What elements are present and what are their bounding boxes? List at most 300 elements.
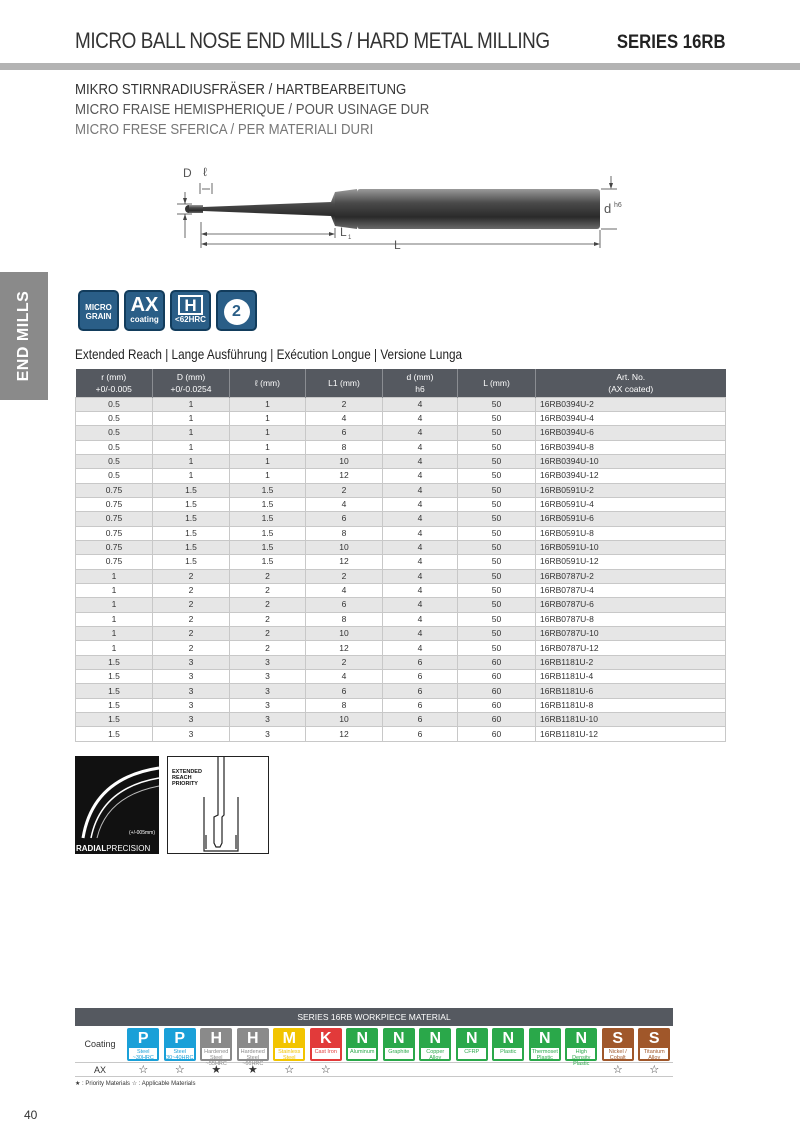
table-cell: 3 [230,727,306,741]
table-cell: 1.5 [153,483,230,497]
table-row [76,655,726,669]
table-cell: 2 [153,641,230,655]
table-cell: 6 [383,727,458,741]
material-description: CFRP [464,1049,480,1055]
table-cell: 6 [306,512,383,526]
table-cell: 4 [383,526,458,540]
table-cell: 10 [306,713,383,727]
table-cell: 4 [383,397,458,411]
material-description: Plastic [500,1049,517,1055]
table-row [76,540,726,554]
table-cell: 50 [458,454,536,468]
table-cell: 2 [306,397,383,411]
dim-L-label: L [394,238,401,252]
table-cell: 2 [230,612,306,626]
ax-rating-cell: ☆ [174,1064,185,1076]
column-header-label: D (mm) [176,371,206,382]
table-cell: 50 [458,583,536,597]
rating-legend: ★ : Priority Materials ☆ : Applicable Materials [75,1081,196,1087]
table-cell: 0.75 [76,540,153,554]
table-row [76,397,726,411]
column-header-label: L (mm) [483,377,510,388]
material-description: Cast Iron [314,1049,337,1055]
two-flute-icon [216,290,257,331]
ax-rating-cell: ☆ [612,1064,623,1076]
material-icon [346,1028,378,1061]
table-cell: 2 [230,627,306,641]
material-description: Steel ~30HRC [132,1049,154,1061]
table-cell: 10 [306,454,383,468]
column-header [76,369,153,397]
article-number-cell: 16RB0787U-10 [536,627,726,641]
material-cell [271,1026,308,1063]
material-cell [417,1026,454,1063]
subtitle-italian: MICRO FRESE SFERICA / PER MATERIALI DURI [75,121,374,138]
table-cell: 0.5 [76,411,153,425]
table-cell: 50 [458,426,536,440]
material-icon [456,1028,488,1061]
material-description: Stainless Steel [278,1049,301,1061]
end-mill-drawing [165,160,635,255]
table-cell: 1 [76,598,153,612]
table-cell: 50 [458,497,536,511]
ax-rating-cell: ☆ [649,1064,660,1076]
article-number-cell: 16RB0591U-2 [536,483,726,497]
micro-grain-line1: MICRO [85,303,112,312]
reach-label-1: EXTENDED [172,769,202,775]
article-number-cell: 16RB1181U-6 [536,684,726,698]
table-cell: 4 [383,612,458,626]
table-cell: 50 [458,469,536,483]
material-letter: P [166,1030,194,1048]
article-number-cell: 16RB1181U-4 [536,670,726,684]
table-cell: 2 [153,598,230,612]
series-label: SERIES 16RB [617,32,726,53]
article-number-cell: 16RB1181U-10 [536,713,726,727]
material-letter: H [239,1030,267,1048]
table-cell: 4 [306,411,383,425]
ax-rating-cell [381,1063,418,1077]
table-cell: 4 [383,540,458,554]
material-description: Hardened Steel ~55HRC [204,1049,229,1067]
table-cell: 2 [153,583,230,597]
end-mills-side-tab [0,272,48,400]
table-cell: 1.5 [230,540,306,554]
table-cell: 12 [306,727,383,741]
table-cell: 12 [306,641,383,655]
article-number-cell: 16RB0591U-4 [536,497,726,511]
page-number: 40 [24,1108,38,1122]
table-row [76,411,726,425]
hardness-limit: <62HRC [175,315,206,324]
table-cell: 0.5 [76,397,153,411]
material-letter: N [385,1030,413,1048]
material-description: Titanium Alloy [643,1049,665,1061]
ax-label: AX [93,1065,106,1075]
table-row [76,454,726,468]
material-description: High Density Plastic [572,1049,591,1067]
table-cell: 0.5 [76,469,153,483]
material-icon [602,1028,634,1061]
table-cell: 1.5 [230,512,306,526]
table-cell: 12 [306,469,383,483]
column-header-sublabel: +0/-0.0254 [170,383,212,394]
table-cell: 50 [458,411,536,425]
table-cell: 6 [383,713,458,727]
flute-count: 2 [224,299,250,325]
table-cell: 4 [306,583,383,597]
tool-body [185,189,600,229]
table-row [76,684,726,698]
table-cell: 1 [76,627,153,641]
table-cell: 0.75 [76,497,153,511]
material-icon [310,1028,342,1061]
table-cell: 1.5 [153,540,230,554]
table-cell: 1.5 [230,555,306,569]
material-cell [454,1026,491,1063]
article-number-cell: 16RB0591U-6 [536,512,726,526]
subtitle-german: MIKRO STIRNRADIUSFRÄSER / HARTBEARBEITUNG [75,81,407,98]
table-cell: 1.5 [76,684,153,698]
article-number-cell: 16RB0787U-12 [536,641,726,655]
article-number-cell: 16RB1181U-8 [536,698,726,712]
material-icon [200,1028,232,1067]
column-header-label: d (mm) [406,371,434,382]
article-number-cell: 16RB0591U-8 [536,526,726,540]
header-bar [0,63,800,70]
table-cell: 1.5 [153,526,230,540]
material-letter: N [531,1030,559,1048]
table-cell: 6 [383,684,458,698]
table-row [76,497,726,511]
table-cell: 1.5 [153,497,230,511]
material-description: Steel 30~40HRC [166,1049,194,1061]
material-letter: K [312,1030,340,1048]
table-cell: 60 [458,713,536,727]
table-cell: 3 [230,670,306,684]
table-cell: 1.5 [76,655,153,669]
table-cell: 6 [383,698,458,712]
table-cell: 4 [383,555,458,569]
material-cell [125,1026,162,1063]
material-letter: M [275,1030,303,1048]
table-cell: 1.5 [76,727,153,741]
radial-precision-icon [75,756,159,854]
table-cell: 1.5 [153,555,230,569]
table-cell: 3 [153,727,230,741]
table-cell: 2 [306,569,383,583]
material-icon [419,1028,451,1061]
page-header [0,0,800,70]
article-number-cell: 16RB1181U-12 [536,727,726,741]
material-icon [127,1028,159,1061]
table-row [76,583,726,597]
coating-label: Coating [84,1039,116,1049]
column-header [230,369,306,397]
table-row [76,526,726,540]
table-cell: 1 [230,397,306,411]
dim-l-label: ℓ [203,165,207,179]
material-icon [237,1028,269,1067]
table-cell: 2 [153,569,230,583]
table-cell: 0.5 [76,426,153,440]
table-cell: 0.5 [76,454,153,468]
table-cell: 1 [153,469,230,483]
table-cell: 1 [153,411,230,425]
table-cell: 1.5 [230,483,306,497]
ax-rating-cell [344,1063,381,1077]
table-row [76,612,726,626]
table-cell: 8 [306,612,383,626]
material-icons-row [75,1026,673,1067]
table-row [76,627,726,641]
article-number-cell: 16RB0394U-10 [536,454,726,468]
material-cell [563,1026,600,1067]
material-table-title: SERIES 16RB WORKPIECE MATERIAL [75,1008,673,1026]
material-letter: N [567,1030,595,1048]
ax-rating-cell [454,1063,491,1077]
ax-rating-cell [417,1063,454,1077]
table-cell: 0.75 [76,483,153,497]
table-row [76,670,726,684]
material-letter: N [458,1030,486,1048]
ax-rating-cell [563,1063,600,1077]
table-cell: 50 [458,555,536,569]
article-number-cell: 16RB0394U-2 [536,397,726,411]
material-icon [383,1028,415,1061]
article-number-cell: 16RB0787U-4 [536,583,726,597]
article-number-cell: 16RB0787U-8 [536,612,726,626]
table-cell: 8 [306,526,383,540]
column-header-label: r (mm) [101,371,127,382]
table-row [76,483,726,497]
material-letter: H [202,1030,230,1048]
table-row [76,727,726,741]
table-cell: 50 [458,627,536,641]
column-header-label: Art. No. [616,371,646,382]
table-cell: 4 [306,670,383,684]
table-row [76,641,726,655]
dim-h6-label: h6 [614,202,622,209]
column-header [383,369,458,397]
material-description: Copper Alloy [426,1049,445,1061]
table-row [76,598,726,612]
table-row [76,569,726,583]
table-cell: 4 [383,440,458,454]
table-cell: 2 [230,598,306,612]
material-letter: S [604,1030,632,1048]
material-description: Graphite [388,1049,410,1055]
table-cell: 2 [153,627,230,641]
table-cell: 1 [76,569,153,583]
table-cell: 3 [230,713,306,727]
table-cell: 50 [458,612,536,626]
product-table [75,369,726,742]
ax-rating-cell: ☆ [138,1064,149,1076]
material-cell [308,1026,345,1063]
table-cell: 4 [383,426,458,440]
table-cell: 2 [153,612,230,626]
table-cell: 1.5 [153,512,230,526]
side-tab-label: END MILLS [15,290,32,382]
material-description: Aluminum [350,1049,375,1055]
table-cell: 2 [306,655,383,669]
table-header-row [76,369,726,397]
table-cell: 4 [306,497,383,511]
column-header-sublabel: (AX coated) [608,383,654,394]
radial-precision-label [76,844,150,853]
table-cell: 60 [458,684,536,698]
column-header [306,369,383,397]
table-body [76,397,726,741]
material-icon [565,1028,597,1067]
dim-d-label: d [604,201,612,216]
table-cell: 50 [458,397,536,411]
material-icon [164,1028,196,1061]
material-letter: N [421,1030,449,1048]
material-description: Thermoset Plastic [531,1049,558,1061]
material-description: Hardened Steel ~66HRC [240,1049,265,1067]
ax-rating-cell [527,1063,564,1077]
multilingual-subtitles [75,80,478,140]
table-row [76,512,726,526]
ax-rating-cell: ★ [211,1064,222,1076]
table-cell: 1 [153,440,230,454]
material-icon [273,1028,305,1061]
ax-coating-icon [124,290,165,331]
radial-tolerance: (+/-005mm) [129,830,155,836]
table-cell: 0.75 [76,512,153,526]
ax-coating-title: AX [130,294,159,316]
extended-reach-icon [167,756,269,854]
table-cell: 10 [306,627,383,641]
table-cell: 50 [458,483,536,497]
reach-label-2: REACH [172,775,192,781]
table-cell: 3 [153,670,230,684]
table-cell: 6 [306,598,383,612]
table-cell: 8 [306,440,383,454]
table-cell: 3 [230,684,306,698]
subtitle-french: MICRO FRAISE HEMISPHERIQUE / POUR USINAGE DUR [75,101,430,118]
table-cell: 10 [306,540,383,554]
table-cell: 1 [153,454,230,468]
table-cell: 1.5 [76,713,153,727]
article-number-cell: 16RB0394U-8 [536,440,726,454]
article-number-cell: 16RB0394U-12 [536,469,726,483]
table-cell: 2 [230,641,306,655]
table-cell: 8 [306,698,383,712]
table-cell: 1.5 [230,526,306,540]
article-number-cell: 16RB0591U-10 [536,540,726,554]
table-cell: 0.75 [76,526,153,540]
table-cell: 60 [458,698,536,712]
material-cell [198,1026,235,1067]
table-cell: 0.75 [76,555,153,569]
table-row [76,698,726,712]
column-header-sublabel: +0/-0.005 [95,383,132,394]
table-cell: 1 [153,426,230,440]
table-cell: 2 [230,569,306,583]
table-cell: 1.5 [76,670,153,684]
material-letter: S [640,1030,668,1048]
table-cell: 3 [153,655,230,669]
ax-rating-row [75,1063,673,1077]
column-header-sublabel: h6 [415,383,425,394]
dim-D-label: D [183,166,192,180]
table-cell: 4 [383,627,458,641]
table-cell: 2 [230,583,306,597]
ax-rating-cell: ★ [247,1064,258,1076]
column-header-label: L1 (mm) [328,377,360,388]
table-cell: 4 [383,483,458,497]
table-cell: 1.5 [76,698,153,712]
reach-label-3: PRIORITY [172,781,198,787]
table-cell: 50 [458,440,536,454]
table-cell: 3 [153,698,230,712]
table-title: Extended Reach | Lange Ausführung | Exécution Longue | Versione Lunga [75,346,463,362]
table-cell: 2 [306,483,383,497]
article-number-cell: 16RB0591U-12 [536,555,726,569]
table-cell: 1 [230,411,306,425]
article-number-cell: 16RB0787U-6 [536,598,726,612]
table-cell: 50 [458,540,536,554]
table-cell: 1 [230,440,306,454]
table-cell: 12 [306,555,383,569]
material-cell [162,1026,199,1063]
table-cell: 1 [230,469,306,483]
material-letter: N [494,1030,522,1048]
table-cell: 6 [383,655,458,669]
material-cell [235,1026,272,1067]
material-icon [492,1028,524,1061]
material-description: Nickel / Cobalt [608,1049,627,1061]
table-cell: 1 [153,397,230,411]
column-header-label: ℓ (mm) [255,377,280,388]
table-cell: 3 [153,684,230,698]
material-icon [529,1028,561,1061]
article-number-cell: 16RB1181U-2 [536,655,726,669]
material-cell [344,1026,381,1063]
table-cell: 6 [306,684,383,698]
ax-rating-cell: ☆ [320,1064,331,1076]
radial-label-bold: RADIAL [76,844,107,853]
feature-badges [78,290,257,331]
column-header [153,369,230,397]
material-cell [527,1026,564,1063]
article-number-cell: 16RB0394U-4 [536,411,726,425]
table-row [76,426,726,440]
table-cell: 50 [458,512,536,526]
table-cell: 4 [383,598,458,612]
table-cell: 50 [458,641,536,655]
table-cell: 4 [383,411,458,425]
table-cell: 1 [76,583,153,597]
table-cell: 4 [383,497,458,511]
table-cell: 1 [230,426,306,440]
table-cell: 3 [230,698,306,712]
table-cell: 6 [383,670,458,684]
table-cell: 0.5 [76,440,153,454]
table-cell: 50 [458,598,536,612]
page-title: MICRO BALL NOSE END MILLS / HARD METAL MILLING [75,28,550,53]
table-cell: 3 [153,713,230,727]
material-cell [490,1026,527,1063]
table-cell: 1 [76,641,153,655]
ax-rating-cell: ☆ [284,1064,295,1076]
table-cell: 6 [306,426,383,440]
table-cell: 4 [383,569,458,583]
table-cell: 60 [458,670,536,684]
